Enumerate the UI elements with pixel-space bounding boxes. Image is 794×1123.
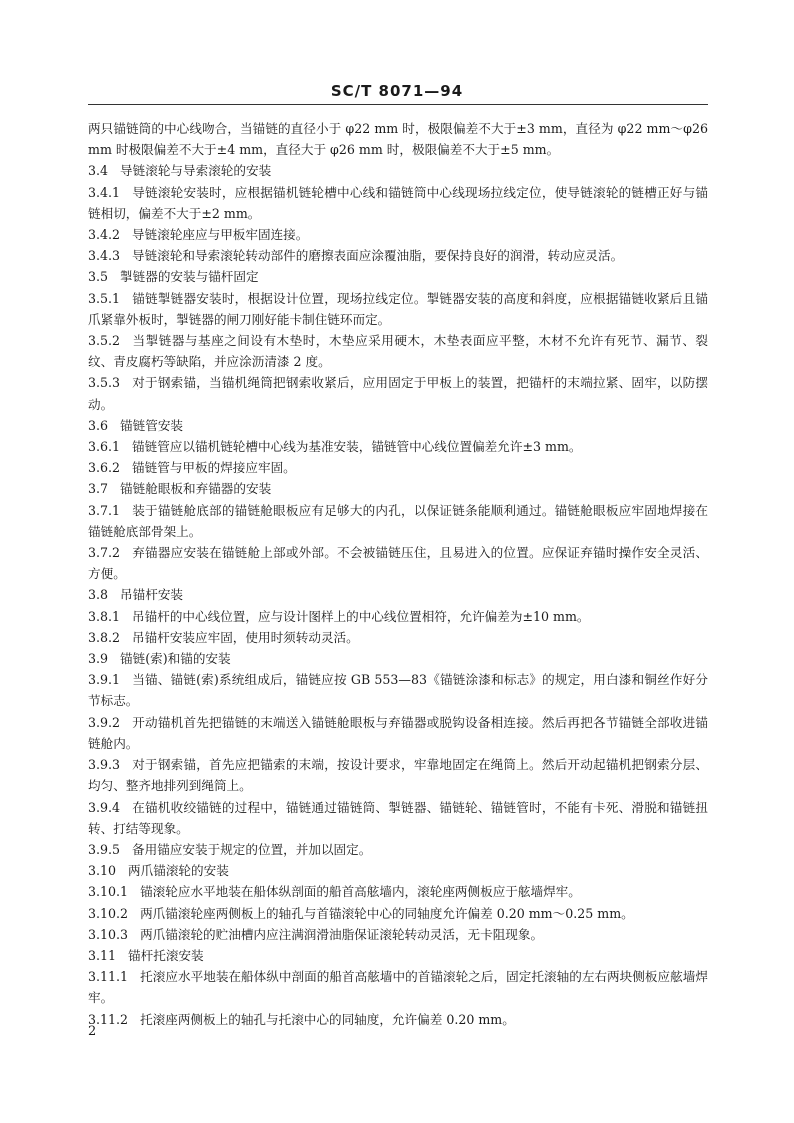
clause-number: 3.10.1: [88, 884, 129, 900]
clause-text: 托滚应水平地装在船体纵中剖面的船首高舷墙中的首锚滚轮之后，固定托滚轴的左右两块侧板应舷墙焊牢。: [88, 969, 708, 1006]
clause-text: 托滚座两侧板上的轴孔与托滚中心的同轴度，允许偏差 0.20 mm。: [140, 1011, 515, 1027]
clause-3-9-1: [88, 669, 708, 711]
clause-3-4-2: [88, 224, 708, 245]
clause-number: 3.8.1: [88, 608, 121, 624]
clause-text: 备用锚应安装于规定的位置，并加以固定。: [132, 841, 372, 857]
clause-number: 3.4.3: [88, 248, 121, 264]
clause-3-5-3: [88, 372, 708, 414]
clause-text: 锚链管与甲板的焊接应牢固。: [132, 460, 296, 476]
clause-3-7-2: [88, 542, 708, 584]
clause-number: 3.5.1: [88, 290, 121, 306]
standard-code-header: SC/T 8071—94: [330, 82, 464, 100]
clause-text: 锚链管应以锚机链轮槽中心线为基准安装，锚链管中心线位置偏差允许±3 mm。: [132, 439, 582, 455]
clause-text: 导链滚轮座应与甲板牢固连接。: [132, 227, 309, 243]
clause-number: 3.9: [88, 651, 109, 667]
clause-3-6: [88, 415, 708, 436]
clause-number: 3.4: [88, 163, 109, 179]
clause-number: 3.10.3: [88, 926, 129, 942]
clause-number: 3.9.2: [88, 714, 121, 730]
clause-text: 当掣链器与基座之间设有木垫时，木垫应采用硬木，木垫表面应平整，木材不允许有死节、漏节、裂纹、青皮腐朽等缺陷，并应涂沥清漆 2 度。: [88, 333, 708, 370]
clause-3-9: [88, 648, 708, 669]
clause-3-9-3: [88, 754, 708, 796]
header-rule: [88, 104, 708, 105]
clause-number: 3.9.5: [88, 841, 121, 857]
clause-number: 3.11.2: [88, 1011, 129, 1027]
clause-3-10-1: [88, 881, 708, 902]
document-body: [88, 118, 708, 1030]
clause-text: 锚杆托滚安装: [128, 947, 204, 963]
clause-3-5-1: [88, 288, 708, 330]
clause-text: 吊锚杆的中心线位置，应与设计图样上的中心线位置相符，允许偏差为±10 mm。: [132, 608, 590, 624]
clause-text: 锚链管安装: [120, 417, 183, 433]
clause-text: 在锚机收绞锚链的过程中，锚链通过锚链筒、掣链器、锚链轮、锚链管时，不能有卡死、滑脱和锚链扭转、打结等现象。: [88, 799, 708, 836]
clause-number: 3.11: [88, 947, 117, 963]
clause-number: 3.10.2: [88, 905, 129, 921]
clause-3-9-2: [88, 712, 708, 754]
clause-text: 导链滚轮和导索滚轮转动部件的磨擦表面应涂覆油脂，要保持良好的润滑，转动应灵活。: [132, 248, 624, 264]
clause-text: 吊锚杆安装: [120, 587, 183, 603]
clause-text: 两爪锚滚轮座两侧板上的轴孔与首锚滚轮中心的同轴度允许偏差 0.20 mm～0.25 mm。: [140, 905, 634, 921]
clause-number: 3.7.1: [88, 502, 121, 518]
clause-text: 锚链(索)和锚的安装: [120, 651, 231, 667]
clause-text: 锚链掣链器安装时，根据设计位置，现场拉线定位。掣链器安装的高度和斜度，应根据锚链收紧后且锚爪紧靠外板时，掣链器的闸刀刚好能卡制住链环而定。: [88, 290, 708, 327]
clause-number: 3.6.1: [88, 439, 121, 455]
clause-3-6-2: [88, 457, 708, 478]
clause-3-10-3: [88, 924, 708, 945]
clause-number: 3.9.3: [88, 757, 121, 773]
clause-text: 锚链舱眼板和弃锚器的安装: [120, 481, 272, 497]
clause-3-11-2: [88, 1009, 708, 1030]
clause-text: 吊锚杆安装应牢固，使用时须转动灵活。: [132, 629, 359, 645]
clause-number: 3.6.2: [88, 460, 121, 476]
clause-text: 对于钢索锚，当锚机绳筒把钢索收紧后，应用固定于甲板上的装置，把锚杆的末端拉紧、固牢，以防摆动。: [88, 375, 708, 412]
clause-3-7-1: [88, 500, 708, 542]
clause-number: 3.11.1: [88, 969, 129, 985]
continuation-paragraph: [88, 118, 708, 160]
clause-text: 两只锚链筒的中心线吻合，当锚链的直径小于 φ22 mm 时，极限偏差不大于±3 mm，直径为 φ22 mm～φ26 mm 时极限偏差不大于±4 mm，直径大于 φ26 mm 时，极限偏差不大于±5 mm。: [88, 121, 708, 158]
clause-number: 3.9.4: [88, 799, 121, 815]
clause-3-5-2: [88, 330, 708, 372]
clause-number: 3.5.2: [88, 333, 121, 349]
clause-number: 3.6: [88, 417, 109, 433]
clause-number: 3.4.1: [88, 184, 121, 200]
clause-3-11-1: [88, 966, 708, 1008]
clause-text: 导链滚轮安装时，应根据锚机链轮槽中心线和锚链筒中心线现场拉线定位，使导链滚轮的链槽正好与锚链相切，偏差不大于±2 mm。: [88, 184, 708, 221]
clause-number: 3.8.2: [88, 629, 121, 645]
clause-text: 装于锚链舱底部的锚链舱眼板应有足够大的内孔，以保证链条能顺利通过。锚链舱眼板应牢固地焊接在锚链舱底部骨架上。: [88, 502, 708, 539]
clause-text: 两爪锚滚轮的安装: [128, 863, 229, 879]
clause-text: 弃锚器应安装在锚链舱上部或外部。不会被锚链压住，且易进入的位置。应保证弃锚时操作安全灵活、方便。: [88, 545, 708, 582]
clause-3-10-2: [88, 903, 708, 924]
clause-3-8: [88, 584, 708, 605]
clause-text: 两爪锚滚轮的贮油槽内应注满润滑油脂保证滚轮转动灵活，无卡阻现象。: [140, 926, 544, 942]
clause-3-10: [88, 860, 708, 881]
clause-3-8-2: [88, 627, 708, 648]
clause-text: 掣链器的安装与锚杆固定: [120, 269, 259, 285]
clause-3-6-1: [88, 436, 708, 457]
clause-number: 3.5.3: [88, 375, 121, 391]
clause-3-4-1: [88, 182, 708, 224]
clause-3-9-4: [88, 797, 708, 839]
clause-text: 对于钢索锚，首先应把锚索的末端，按设计要求，牢靠地固定在绳筒上。然后开动起锚机把钢索分层、均匀、整齐地排列到绳筒上。: [88, 757, 708, 794]
clause-text: 锚滚轮应水平地装在船体纵剖面的船首高舷墙内，滚轮座两侧板应于舷墙焊牢。: [140, 884, 581, 900]
clause-text: 导链滚轮与导索滚轮的安装: [120, 163, 272, 179]
page-number: 2: [88, 1024, 97, 1039]
clause-number: 3.5: [88, 269, 109, 285]
clause-3-11: [88, 945, 708, 966]
clause-3-8-1: [88, 606, 708, 627]
clause-number: 3.9.1: [88, 672, 121, 688]
clause-3-9-5: [88, 839, 708, 860]
clause-text: 当锚、锚链(索)系统组成后，锚链应按 GB 553—83《锚链涂漆和标志》的规定，用白漆和铜丝作好分节标志。: [88, 672, 708, 709]
clause-number: 3.7.2: [88, 545, 121, 561]
clause-number: 3.4.2: [88, 227, 121, 243]
clause-3-5: [88, 266, 708, 287]
clause-text: 开动锚机首先把锚链的末端送入锚链舱眼板与弃锚器或脱钩设备相连接。然后再把各节锚链全部收进锚链舱内。: [88, 714, 708, 751]
clause-number: 3.8: [88, 587, 109, 603]
clause-number: 3.10: [88, 863, 117, 879]
clause-3-7: [88, 478, 708, 499]
clause-number: 3.7: [88, 481, 109, 497]
clause-3-4: [88, 160, 708, 181]
clause-3-4-3: [88, 245, 708, 266]
